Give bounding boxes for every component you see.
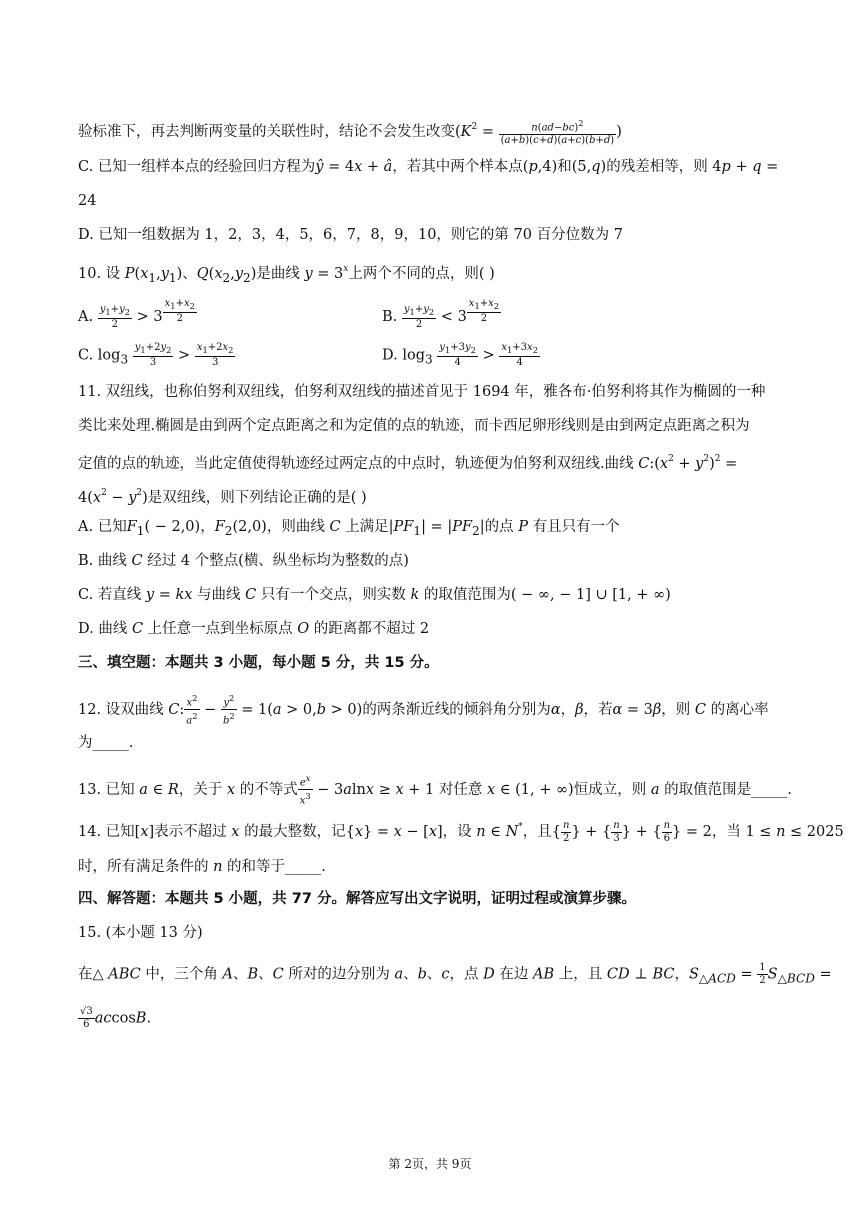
question-11-option-c: C. 若直线 y = kx 与曲线 C 只有一个交点，则实数 k 的取值范围为( − ∞, − 1] ∪ [1, + ∞) [78, 587, 671, 603]
question-11-option-d: D. 曲线 C 上任意一点到坐标原点 O 的距离都不超过 2 [78, 621, 430, 637]
question-11-option-b: B. 曲线 C 经过 4 个整点(横、纵坐标均为整数的点) [78, 553, 409, 569]
question-11-line-1: 11. 双纽线，也称伯努利双纽线，伯努利双纽线的描述首见于 1694 年，雅各布·伯努利将其作为椭圆的一种 [78, 384, 766, 400]
question-11-line-4: $4(x^2 - y^2)$是双纽线，则下列结论正确的是( ) [78, 488, 367, 506]
section-3-heading: 三、填空题：本题共 3 小题，每小题 5 分，共 15 分。 [78, 655, 439, 671]
line-3: 24 [78, 193, 97, 209]
question-10-stem: 10. 设 $P(x_1,y_1)$、$Q(x_2,y_2)$是曲线 $y = 3^x$上两个不同的点，则( ) [78, 264, 495, 285]
page-number: 第 2页，共 9页 [388, 1157, 472, 1171]
question-15-header: 15. (本小题 13 分) [78, 925, 203, 941]
line-1: 验标准下，再去判断两变量的关联性时，结论不会发生改变($K^2$ = $\frac{n(ad-bc)^2}{(a+b)(c+d)(a+c)(b+d)}$ ) [78, 117, 622, 147]
question-11-line-2: 类比来处理.椭圆是由到两个定点距离之和为定值的点的轨迹，而卡西尼卵形线则是由到两定点距离之积为 [78, 418, 750, 434]
question-12-line-2: 为_____. [78, 735, 134, 751]
question-10-options-cd: C. $\log_3$ $\frac{y_1+2y_2}{3}$ > $\frac{x_1+2x_2}{3}$ D. $\log_3$ $\frac{y_1+3y_2}{4}$ > $\frac{x_1+3x_2}{4}$ [78, 342, 538, 368]
question-15-line-2: $\frac{√3}{6}$ accosB. [80, 1006, 152, 1030]
question-11-option-a: A. 已知$F_1( - 2,0)$，$F_2(2,0)$，则曲线 C 上满足$|PF_1| = |PF_2|$的点 P 有且只有一个 [78, 519, 620, 538]
line-2: C. 已知一组样本点的经验回归方程为ŷ = 4x + â，若其中两个样本点(p,4)和(5,q)的残差相等，则 4p + q = [78, 159, 779, 175]
question-14-line-1: 14. 已知[x]表示不超过 x 的最大整数，记{x} = x − [x]，设 n ∈ N*，且{ $\frac{n}{2}$ } + { $\frac{n}{3}$ } + { $\frac{n}{6}$ } = 2，当 1 ≤ n ≤ 2025 [78, 819, 844, 844]
question-13: 13. 已知 a ∈ R，关于 x 的不等式 $\frac{e^x}{x^3}$ − 3alnx ≥ x + 1 对任意 x ∈ (1, + ∞)恒成立，则 a 的取值范围是_____. [78, 773, 792, 807]
question-14-line-2: 时，所有满足条件的 n 的和等于_____. [78, 859, 326, 875]
question-10-options-ab: A. $\frac{y_1+y_2}{2}$ > 3 $^{\frac{x_1+x_2}{2}}$ B. $\frac{y_1+y_2}{2}$ < 3 $^{\frac{x_1+x_2}{2}}$ [78, 298, 500, 330]
question-11-line-3: 定值的点的轨迹，当此定值使得轨迹经过两定点的中点时，轨迹便为伯努利双纽线.曲线 $C:(x^2 + y^2)^2$ = [78, 454, 738, 472]
question-15-line-1: 在△ ABC 中，三个角 A、B、C 所对的边分别为 a、b、c，点 D 在边 AB 上，且 CD ⊥ BC，$S_{\triangle ACD}$ = $\frac{1}{2}$ $S_{\triangle BCD}$ = [78, 962, 832, 986]
section-4-heading: 四、解答题：本题共 5 小题，共 77 分。解答应写出文字说明，证明过程或演算步骤。 [78, 891, 636, 907]
line-4: D. 已知一组数据为 1，2，3，4，5，6，7，8，9，10，则它的第 70 百分位数为 7 [78, 227, 623, 243]
question-12-line-1: 12. 设双曲线 C: $\frac{x^2}{a^2}$ − $\frac{y^2}{b^2}$ = 1(a > 0,b > 0)的两条渐近线的倾斜角分别为α，β，若α = 3β，则 C 的离心率 [78, 693, 769, 727]
